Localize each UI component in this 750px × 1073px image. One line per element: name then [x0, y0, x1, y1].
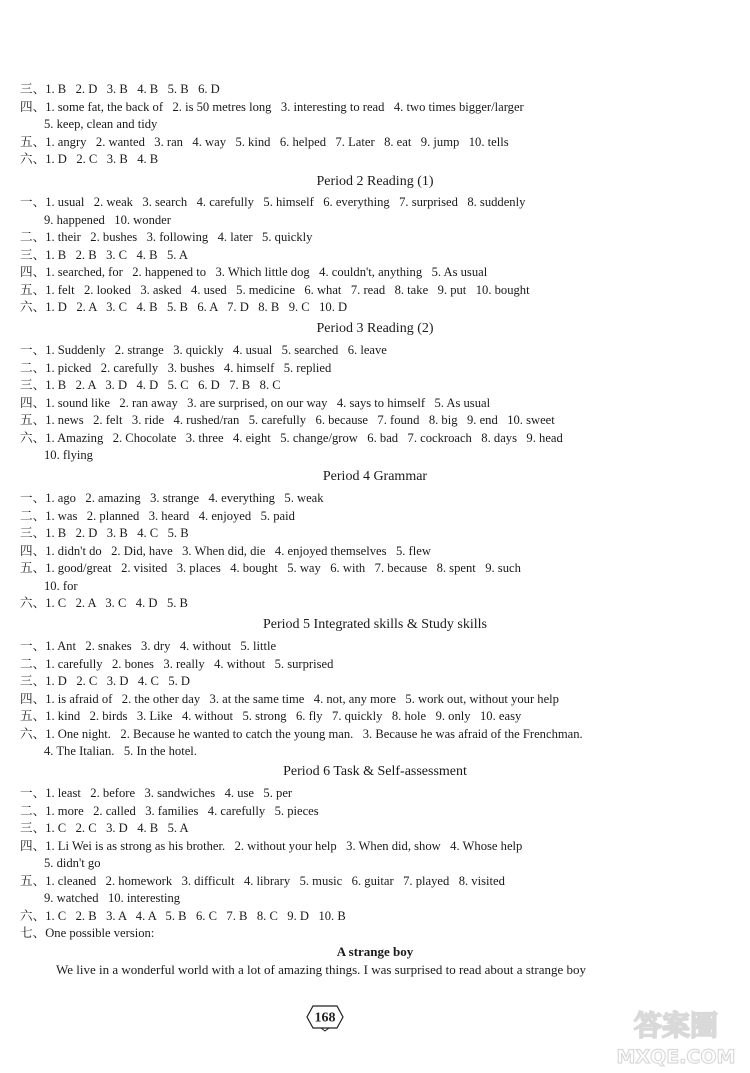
section-period-6	[20, 785, 730, 943]
answer-text: 1. carefully 2. bones 3. really 4. without 5. surprised	[45, 656, 334, 671]
heading-period-4: Period 4 Grammar	[322, 469, 428, 484]
answer-text: 1. B 2. B 3. C 4. B 5. A	[45, 247, 188, 262]
answer-line	[20, 820, 730, 838]
answer-text: 1. B 2. A 3. D 4. D 5. C 6. D 7. B 8. C	[45, 378, 281, 392]
answer-text: 1. B 2. D 3. B 4. C 5. B	[45, 526, 189, 540]
answer-text: 1. least 2. before 3. sandwiches 4. use 5. per	[45, 786, 293, 800]
answer-line	[20, 691, 730, 709]
question-group-number: 一、	[20, 343, 46, 357]
answer-line	[20, 873, 730, 891]
answer-text: 1. C 2. C 3. D 4. B 5. A	[45, 821, 189, 835]
answer-text: 1. news 2. felt 3. ride 4. rushed/ran 5. carefully 6. because 7. found 8. big 9. end 10. sweet	[45, 413, 555, 427]
question-group-number: 三、	[20, 247, 46, 262]
question-group-number: 五、	[20, 282, 46, 297]
answer-line	[20, 377, 730, 395]
answer-text: 1. some fat, the back of 2. is 50 metres long 3. interesting to read 4. two times bigger/larger	[45, 99, 524, 114]
answer-line	[20, 447, 730, 465]
question-group-number: 四、	[20, 395, 46, 410]
answer-text: 1. D 2. A 3. C 4. B 5. B 6. A 7. D 8. B 9. C 10. D	[45, 300, 348, 314]
question-group-number: 三、	[20, 378, 46, 392]
answer-text: 1. D 2. C 3. B 4. B	[45, 152, 159, 166]
page-number: 168	[314, 1010, 336, 1026]
question-group-number: 五、	[20, 413, 46, 427]
answer-line	[20, 525, 730, 543]
answer-text: 10. for	[44, 578, 78, 593]
question-group-number: 六、	[20, 300, 46, 314]
question-group-number: 四、	[20, 838, 46, 853]
answer-text: 5. didn't go	[44, 856, 101, 870]
section-period-5	[20, 638, 730, 761]
answer-line	[20, 430, 730, 448]
answer-text: 1. D 2. C 3. D 4. C 5. D	[45, 674, 191, 688]
answer-line	[20, 282, 730, 300]
answer-line	[20, 560, 730, 578]
question-group-number: 二、	[20, 508, 46, 523]
answer-text: 1. Suddenly 2. strange 3. quickly 4. usual 5. searched 6. leave	[45, 343, 387, 357]
answer-line	[20, 247, 730, 265]
answer-line	[20, 595, 730, 613]
heading-period-5: Period 5 Integrated skills & Study skills	[263, 617, 487, 632]
answer-line	[20, 99, 730, 117]
section-period-4	[20, 490, 730, 613]
answer-line	[20, 229, 730, 247]
question-group-number: 二、	[20, 656, 46, 671]
answer-text: 1. picked 2. carefully 3. bushes 4. himself 5. replied	[45, 360, 332, 375]
answer-line	[20, 638, 730, 656]
question-group-number: 六、	[20, 152, 46, 166]
answer-line	[20, 743, 730, 761]
answer-text: 1. Amazing 2. Chocolate 3. three 4. eight 5. change/grow 6. bad 7. cockroach 8. days 9. head	[45, 430, 563, 445]
answer-line	[20, 212, 730, 230]
answer-line	[20, 785, 730, 803]
question-group-number: 五、	[20, 709, 46, 723]
answer-text: 1. usual 2. weak 3. search 4. carefully 5. himself 6. everything 7. surprised 8. suddenly	[45, 195, 526, 209]
question-group-number: 四、	[20, 99, 46, 114]
answer-line	[20, 890, 730, 908]
essay-first-line: We live in a wonderful world with a lot of amazing things. I was surprised to read about a strange boy	[56, 962, 587, 977]
answer-line	[20, 264, 730, 282]
answer-line	[20, 908, 730, 926]
answer-line	[20, 656, 730, 674]
answer-line	[20, 360, 730, 378]
answer-line	[20, 925, 730, 943]
answer-text: 1. C 2. A 3. C 4. D 5. B	[45, 596, 188, 610]
question-group-number: 五、	[20, 561, 46, 575]
section-period-3	[20, 342, 730, 465]
question-group-number: 一、	[20, 491, 46, 505]
answer-text: 1. more 2. called 3. families 4. carefully 5. pieces	[45, 803, 319, 818]
answer-line	[20, 412, 730, 430]
answer-text: 1. kind 2. birds 3. Like 4. without 5. strong 6. fly 7. quickly 8. hole 9. only 10. easy	[45, 709, 522, 723]
answer-line	[20, 708, 730, 726]
answer-text: 4. The Italian. 5. In the hotel.	[44, 744, 197, 758]
watermark-logo	[612, 1003, 740, 1069]
answer-line	[20, 134, 730, 152]
question-group-number: 四、	[20, 265, 46, 279]
question-group-number: 七、	[20, 926, 46, 940]
question-group-number: 五、	[20, 134, 46, 149]
answer-line	[20, 81, 730, 99]
answer-line	[20, 116, 730, 134]
question-group-number: 三、	[20, 526, 46, 540]
question-group-number: 六、	[20, 726, 46, 741]
answer-text: 1. is afraid of 2. the other day 3. at the same time 4. not, any more 5. work out, without your help	[45, 691, 559, 706]
answer-text: 9. happened 10. wonder	[44, 212, 171, 227]
answer-text: 10. flying	[44, 448, 93, 462]
question-group-number: 四、	[20, 543, 46, 558]
answer-line	[20, 803, 730, 821]
answer-text: 1. angry 2. wanted 3. ran 4. way 5. kind 6. helped 7. Later 8. eat 9. jump 10. tells	[45, 134, 509, 149]
question-group-number: 二、	[20, 360, 46, 375]
question-group-number: 一、	[20, 786, 46, 800]
answer-line	[20, 299, 730, 317]
heading-period-2: Period 2 Reading (1)	[316, 174, 434, 189]
answer-line	[20, 490, 730, 508]
answer-line	[20, 395, 730, 413]
page-number-badge	[303, 1002, 347, 1032]
answer-text: 1. felt 2. looked 3. asked 4. used 5. medicine 6. what 7. read 8. take 9. put 10. bought	[45, 282, 530, 297]
question-group-number: 六、	[20, 908, 46, 923]
question-group-number: 四、	[20, 691, 46, 706]
answer-text: 9. watched 10. interesting	[44, 891, 181, 905]
answer-text: 1. One night. 2. Because he wanted to catch the young man. 3. Because he was afraid of the Frenchman.	[45, 726, 583, 741]
answer-line	[20, 194, 730, 212]
answer-line	[20, 543, 730, 561]
question-group-number: 三、	[20, 82, 46, 96]
answer-text: 1. good/great 2. visited 3. places 4. bought 5. way 6. with 7. because 8. spent 9. such	[45, 561, 521, 575]
answer-text: 1. cleaned 2. homework 3. difficult 4. library 5. music 6. guitar 7. played 8. visited	[45, 873, 505, 888]
question-group-number: 二、	[20, 803, 46, 818]
question-group-number: 一、	[20, 639, 46, 653]
section-period-1-continued	[20, 81, 730, 169]
question-group-number: 六、	[20, 596, 46, 610]
answer-line	[20, 342, 730, 360]
answer-line	[20, 508, 730, 526]
answer-text: 1. was 2. planned 3. heard 4. enjoyed 5. paid	[45, 508, 295, 523]
heading-period-6: Period 6 Task & Self-assessment	[283, 764, 467, 779]
answer-text: 1. C 2. B 3. A 4. A 5. B 6. C 7. B 8. C 9. D 10. B	[45, 908, 346, 923]
question-group-number: 六、	[20, 430, 46, 445]
watermark-chinese: 答案圈	[633, 1009, 719, 1042]
answer-text: 5. keep, clean and tidy	[44, 117, 158, 131]
answer-line	[20, 151, 730, 169]
answer-line	[20, 673, 730, 691]
answer-line	[20, 578, 730, 596]
essay-title: A strange boy	[336, 944, 414, 959]
question-group-number: 五、	[20, 873, 46, 888]
question-group-number: 一、	[20, 195, 46, 209]
answer-line	[20, 838, 730, 856]
section-period-2	[20, 194, 730, 317]
answer-text: 1. their 2. bushes 3. following 4. later 5. quickly	[45, 230, 313, 244]
answer-text: 1. didn't do 2. Did, have 3. When did, die 4. enjoyed themselves 5. flew	[45, 543, 431, 558]
answer-line	[20, 726, 730, 744]
answer-text: 1. ago 2. amazing 3. strange 4. everything 5. weak	[45, 491, 324, 505]
answer-text: 1. searched, for 2. happened to 3. Which little dog 4. couldn't, anything 5. As usual	[45, 265, 488, 279]
answer-text: 1. B 2. D 3. B 4. B 5. B 6. D	[45, 82, 220, 96]
question-group-number: 三、	[20, 674, 46, 688]
answer-text: 1. Ant 2. snakes 3. dry 4. without 5. little	[45, 639, 277, 653]
heading-period-3: Period 3 Reading (2)	[316, 321, 434, 336]
question-group-number: 三、	[20, 821, 46, 835]
question-group-number: 二、	[20, 230, 46, 244]
watermark-latin: MXQE.COM	[616, 1046, 736, 1068]
answer-text: 1. Li Wei is as strong as his brother. 2. without your help 3. When did, show 4. Whose help	[45, 838, 523, 853]
answer-line	[20, 855, 730, 873]
answer-text: One possible version:	[45, 926, 155, 940]
answer-text: 1. sound like 2. ran away 3. are surprised, on our way 4. says to himself 5. As usual	[45, 395, 491, 410]
